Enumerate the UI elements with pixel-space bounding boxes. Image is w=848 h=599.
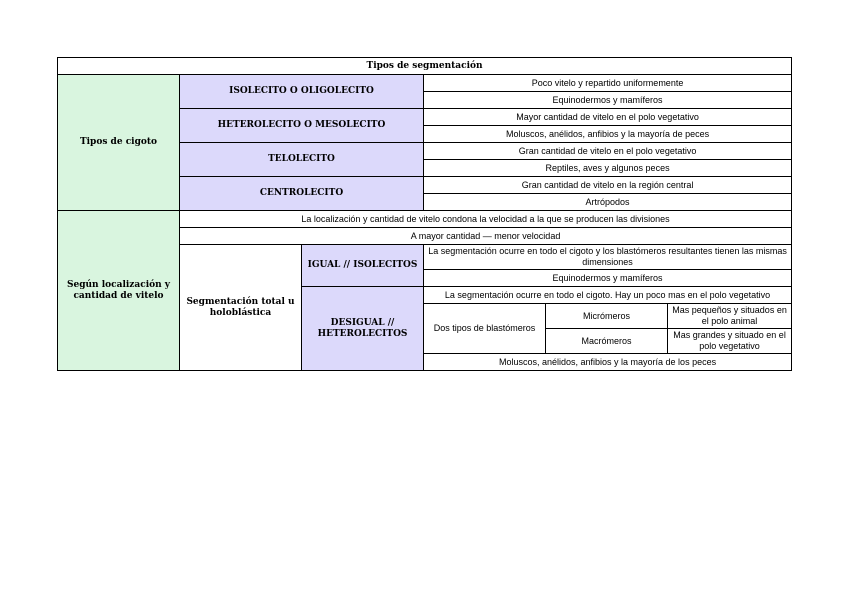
telolecito-desc: Gran cantidad de vitelo en el polo vegetativo xyxy=(424,143,792,160)
segun-label: Según localización y cantidad de vitelo xyxy=(58,211,180,371)
micromeros-desc: Mas pequeños y situados en el polo animal xyxy=(668,304,792,329)
vitelo-note: La localización y cantidad de vitelo condona la velocidad a la que se producen las divisiones xyxy=(180,211,792,228)
isolecito-name: ISOLECITO O OLIGOLECITO xyxy=(180,75,424,109)
desigual-examples: Moluscos, anélidos, anfibios y la mayoría de los peces xyxy=(424,354,792,371)
heterolecito-desc: Mayor cantidad de vitelo en el polo vegetativo xyxy=(424,109,792,126)
igual-examples: Equinodermos y mamíferos xyxy=(424,270,792,287)
desigual-name: DESIGUAL // HETEROLECITOS xyxy=(302,287,424,371)
macromeros-label: Macrómeros xyxy=(546,329,668,354)
micromeros-label: Micrómeros xyxy=(546,304,668,329)
desigual-desc: La segmentación ocurre en todo el cigoto. Hay un poco mas en el polo vegetativo xyxy=(424,287,792,304)
heterolecito-name: HETEROLECITO O MESOLECITO xyxy=(180,109,424,143)
igual-name: IGUAL // ISOLECITOS xyxy=(302,245,424,287)
centrolecito-desc: Gran cantidad de vitelo en la región central xyxy=(424,177,792,194)
centrolecito-examples: Artrópodos xyxy=(424,194,792,211)
centrolecito-name: CENTROLECITO xyxy=(180,177,424,211)
velocidad-note: A mayor cantidad — menor velocidad xyxy=(180,228,792,245)
telolecito-examples: Reptiles, aves y algunos peces xyxy=(424,160,792,177)
isolecito-examples: Equinodermos y mamíferos xyxy=(424,92,792,109)
isolecito-desc: Poco vitelo y repartido uniformemente xyxy=(424,75,792,92)
segmentacion-total: Segmentación total u holoblástica xyxy=(180,245,302,371)
dos-tipos-label: Dos tipos de blastómeros xyxy=(424,304,546,354)
igual-desc: La segmentación ocurre en todo el cigoto y los blastómeros resultantes tienen las mismas dimensiones xyxy=(424,245,792,270)
tipos-cigoto-label: Tipos de cigoto xyxy=(58,75,180,211)
macromeros-desc: Mas grandes y situado en el polo vegetativo xyxy=(668,329,792,354)
telolecito-name: TELOLECITO xyxy=(180,143,424,177)
heterolecito-examples: Moluscos, anélidos, anfibios y la mayoría de peces xyxy=(424,126,792,143)
segmentation-table xyxy=(57,57,792,371)
table-title: Tipos de segmentación xyxy=(58,58,792,75)
